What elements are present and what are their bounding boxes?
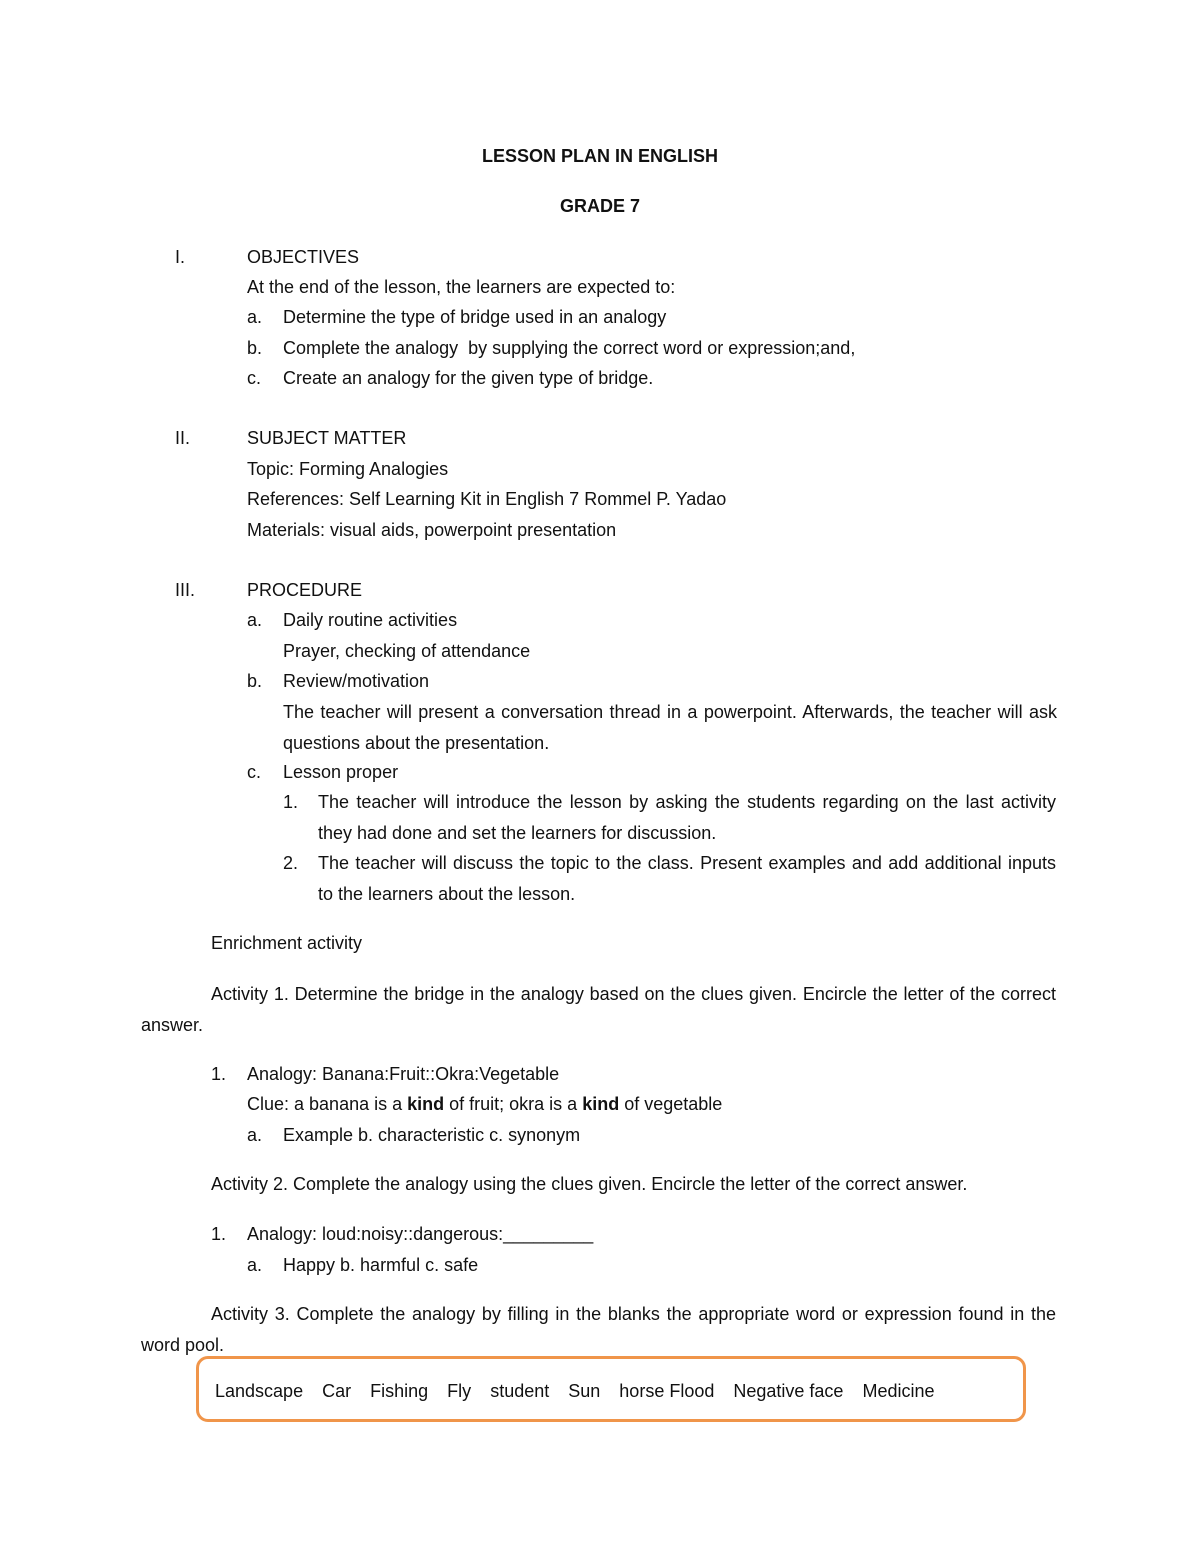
section-numeral: III. (175, 580, 196, 600)
list-letter: a. (247, 610, 263, 630)
topic-line: Topic: Forming Analogies (247, 459, 449, 479)
section-heading: PROCEDURE (247, 580, 363, 600)
word-pool-item: Sun (568, 1381, 601, 1401)
question-number: 1. (211, 1064, 227, 1084)
analogy-text: Analogy: Banana:Fruit::Okra:Vegetable (247, 1064, 560, 1084)
enrichment-heading: Enrichment activity (211, 933, 363, 953)
word-pool-item: Fly (447, 1381, 472, 1401)
procedure-item-body: Prayer, checking of attendance (283, 641, 531, 661)
word-pool-item: Landscape (215, 1381, 304, 1401)
lesson-step: The teacher will discuss the topic to the class. Present examples and add additional inputs to the learners about the lesson. (318, 853, 1056, 904)
activity-instruction: Activity 1. Determine the bridge in the analogy based on the clues given. Encircle the letter of the correct answer. (141, 984, 1056, 1035)
clue-part: of vegetable (619, 1094, 723, 1114)
section-numeral: II. (175, 428, 191, 448)
procedure-item-body: The teacher will present a conversation thread in a powerpoint. Afterwards, the teacher will ask questions about the presentation. (283, 702, 1057, 753)
word-pool-item: student (490, 1381, 550, 1401)
section-heading: OBJECTIVES (247, 247, 360, 267)
list-letter: b. (247, 671, 263, 691)
list-letter: a. (247, 307, 263, 327)
document-title: LESSON PLAN IN ENGLISH (481, 146, 719, 166)
lesson-step: The teacher will introduce the lesson by asking the students regarding on the last activity they had done and set the learners for discussion. (318, 792, 1056, 843)
grade-heading: GRADE 7 (559, 196, 640, 216)
objective-item: Create an analogy for the given type of bridge. (283, 368, 654, 388)
word-pool-item: Fishing (370, 1381, 429, 1401)
word-pool-box (196, 1356, 1026, 1422)
clue-text (247, 1092, 722, 1116)
step-number: 2. (283, 853, 299, 873)
answer-choices: Happy b. harmful c. safe (283, 1255, 479, 1275)
section-numeral: I. (175, 247, 186, 267)
section-heading: SUBJECT MATTER (247, 428, 407, 448)
references-line: References: Self Learning Kit in English 7 Rommel P. Yadao (247, 489, 727, 509)
procedure-item-title: Lesson proper (283, 762, 399, 782)
word-pool-item: horse Flood (619, 1381, 715, 1401)
objective-item: Determine the type of bridge used in an analogy (283, 307, 667, 327)
word-pool-item: Medicine (862, 1381, 935, 1401)
analogy-text: Analogy: loud:noisy::dangerous:_________ (247, 1224, 594, 1244)
word-pool-item: Negative face (733, 1381, 844, 1401)
materials-line: Materials: visual aids, powerpoint presentation (247, 520, 617, 540)
choice-letter: a. (247, 1125, 263, 1145)
procedure-item-title: Review/motivation (283, 671, 430, 691)
clue-part: of fruit; okra is a (444, 1094, 583, 1114)
list-letter: c. (247, 762, 262, 782)
list-letter: b. (247, 338, 263, 358)
objectives-intro: At the end of the lesson, the learners are expected to: (247, 277, 676, 297)
activity-instruction: Activity 3. Complete the analogy by filling in the blanks the appropriate word or expression found in the word pool. (141, 1304, 1056, 1355)
answer-choices: Example b. characteristic c. synonym (283, 1125, 581, 1145)
activity-instruction: Activity 2. Complete the analogy using the clues given. Encircle the letter of the correct answer. (211, 1174, 968, 1194)
question-number: 1. (211, 1224, 227, 1244)
objective-item: Complete the analogy by supplying the correct word or expression;and, (283, 338, 856, 358)
clue-part: Clue: a banana is a (247, 1094, 408, 1114)
list-letter: c. (247, 368, 262, 388)
clue-emphasis: kind (582, 1094, 620, 1114)
clue-emphasis: kind (407, 1094, 445, 1114)
word-pool (215, 1379, 949, 1403)
word-pool-item: Car (322, 1381, 352, 1401)
choice-letter: a. (247, 1255, 263, 1275)
procedure-item-title: Daily routine activities (283, 610, 458, 630)
step-number: 1. (283, 792, 299, 812)
